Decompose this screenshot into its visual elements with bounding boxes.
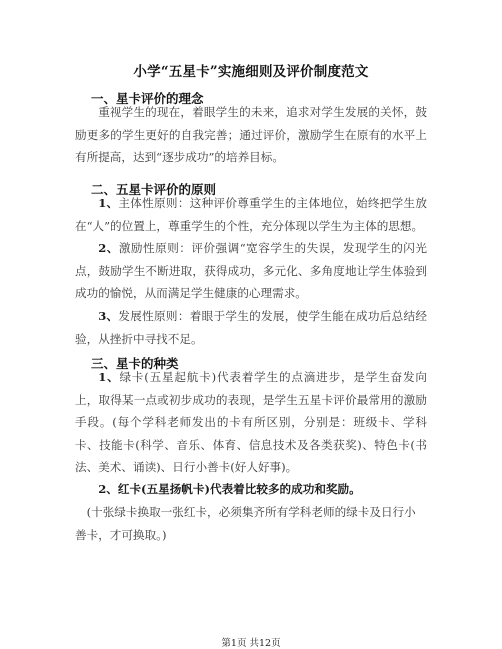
- section-heading-philosophy: 一、星卡评价的理念: [91, 91, 204, 106]
- principle-text: 激励性原则：评价强调“宽容学生的失误，发现学生的闪光点，鼓励学生不断进取，获得成功，多元化、多角度地让学生体验到成功的愉悦，从而满足学生健康的心理需求。: [75, 241, 427, 300]
- paragraph-red-card-note: (十张绿卡换取一张红卡，必须集齐所有学科老师的绿卡及日行小善卡，才可换取。): [75, 505, 416, 542]
- page-footer: 第1页 共12页: [221, 638, 281, 649]
- paragraph-principle-subject: [75, 192, 427, 237]
- paragraph-principle-development: [75, 305, 427, 350]
- card-number: 1、: [98, 370, 120, 384]
- paragraph-green-card: [75, 366, 427, 479]
- principle-number: 3、: [98, 309, 119, 323]
- paragraph-principle-incentive: [75, 237, 427, 305]
- document-title: 小学“五星卡”实施细则及评价制度范文: [133, 64, 369, 80]
- section-heading-principles: 二、五星卡评价的原则: [91, 182, 217, 197]
- section-heading-card-types: 三、星卡的种类: [91, 356, 179, 371]
- paragraph-red-card: [75, 478, 427, 501]
- paragraph-philosophy: 重视学生的现在，着眼学生的未来，追求对学生发展的关怀，鼓励更多的学生更好的自我完善；通过评价，激励学生在原有的水平上有所提高，达到“逐步成功”的培养目标。: [75, 105, 427, 164]
- principle-text: 主体性原则：这种评价尊重学生的主体地位，始终把学生放在“人”的位置上，尊重学生的个性，充分体现以学生为主体的思想。: [75, 196, 427, 233]
- principle-text: 发展性原则：着眼于学生的发展，使学生能在成功后总结经验，从挫折中寻找不足。: [75, 309, 427, 346]
- principle-number: 1、: [98, 196, 119, 210]
- card-text: 绿卡(五星起航卡)代表着学生的点滴进步，是学生奋发向上，取得某一点或初步成功的表现，是学生五星卡评价最常用的激励手段。(每个学科老师发出的卡有所区别，分别是：班级卡、学科卡、技能卡(科学、音乐、体育、信息技术及各类获奖)、特色卡(书法、美术、诵读)、日行小善卡(好人好事)。: [75, 370, 427, 474]
- red-card-text: 2、红卡(五星扬帆卡)代表着比较多的成功和奖励。: [98, 482, 361, 496]
- principle-number: 2、: [98, 241, 119, 255]
